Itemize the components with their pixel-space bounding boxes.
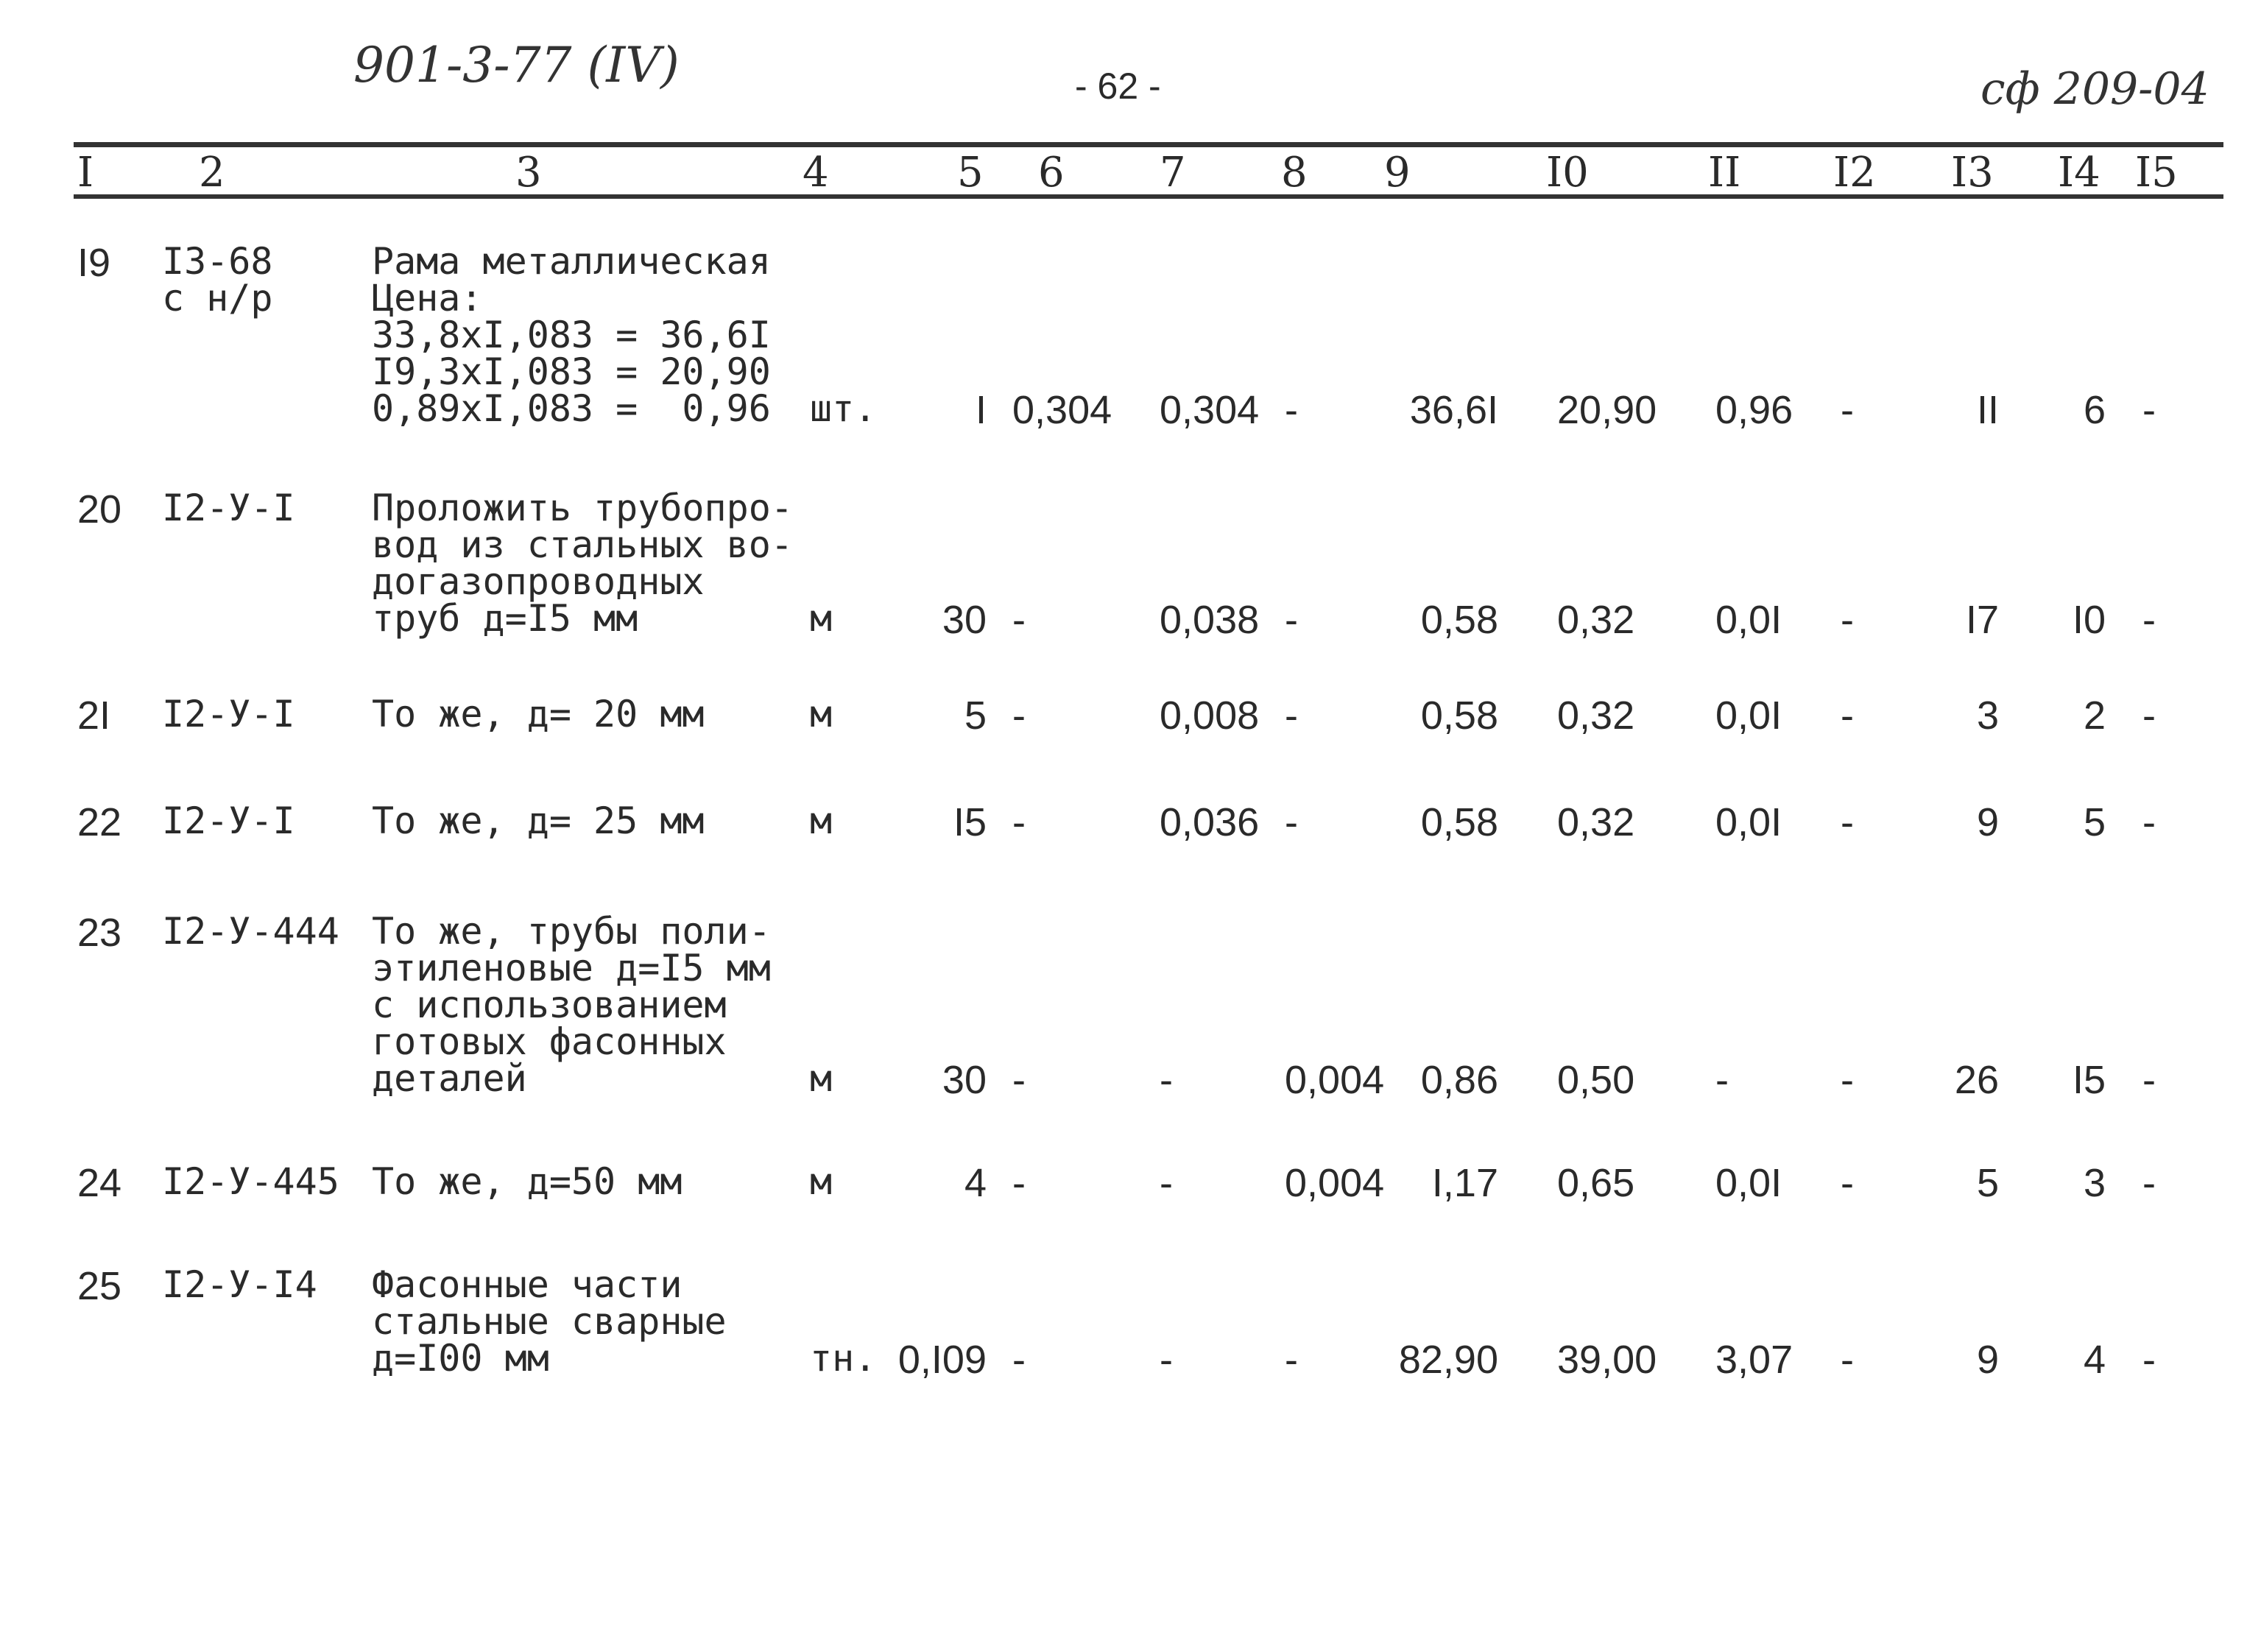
cell-c7: - [1160, 1058, 1173, 1102]
cell-c7: 0,008 [1160, 693, 1260, 738]
cell-n: 2I [77, 693, 111, 738]
cell-desc: То же, д= 25 мм [372, 799, 705, 842]
cell-unit: м [810, 1057, 833, 1100]
cell-c15: - [2142, 1338, 2156, 1382]
cell-c15: - [2142, 693, 2156, 738]
cell-c10: 0,50 [1557, 1058, 1635, 1102]
cell-c6: - [1012, 1058, 1026, 1102]
cell-c14: 6 [2083, 388, 2106, 432]
cell-c11: 0,0I [1715, 693, 1782, 738]
cell-c8: 0,004 [1285, 1161, 1385, 1205]
cell-c10: 0,32 [1557, 693, 1635, 738]
cell-code: I2-У-I [162, 799, 295, 842]
cell-n: 24 [77, 1161, 122, 1205]
cell-c7: - [1160, 1161, 1173, 1205]
cell-unit: м [810, 693, 833, 735]
cell-c13: 9 [1976, 800, 1999, 844]
cell-c10: 0,32 [1557, 800, 1635, 844]
column-number: I2 [1833, 149, 1876, 197]
cell-c14: 2 [2083, 693, 2106, 738]
cell-c10: 0,65 [1557, 1161, 1635, 1205]
cell-c11: - [1715, 1058, 1729, 1102]
cell-desc: Рама металлическая Цена: 33,8xI,083 = 36,6I I9,3xI,083 = 20,90 0,89xI,083 = 0,96 [372, 240, 771, 430]
column-number: 4 [803, 149, 829, 197]
cell-c11: 3,07 [1715, 1338, 1793, 1382]
page-number: - 62 - [1075, 66, 1161, 107]
cell-qty: 0,I09 [897, 1338, 987, 1382]
column-number: I [77, 149, 94, 197]
header-bottom-rule [74, 194, 2223, 199]
cell-c12: - [1841, 1338, 1854, 1382]
sheet-code: сф 209-04 [1980, 63, 2209, 115]
cell-qty: 5 [964, 693, 987, 738]
cell-c14: 3 [2083, 1161, 2106, 1205]
cell-code: I2-У-I [162, 487, 295, 529]
cell-c15: - [2142, 1161, 2156, 1205]
cell-c6: 0,304 [1012, 388, 1112, 432]
cell-n: 25 [77, 1264, 122, 1308]
cell-c9: I,17 [1431, 1161, 1498, 1205]
cell-c14: 5 [2083, 800, 2106, 844]
cell-c12: - [1841, 1058, 1854, 1102]
cell-unit: м [810, 799, 833, 842]
cell-qty: 30 [942, 1058, 987, 1102]
cell-c6: - [1012, 1161, 1026, 1205]
cell-c9: 0,58 [1420, 598, 1498, 642]
cell-code: I2-У-445 [162, 1160, 339, 1203]
column-number: I4 [2058, 149, 2100, 197]
cell-c14: 4 [2083, 1338, 2106, 1382]
cell-desc: То же, трубы поли- этиленовые д=I5 мм с использованием готовых фасонных деталей [372, 910, 771, 1100]
cell-c13: 26 [1954, 1058, 1999, 1102]
cell-c9: 0,58 [1420, 693, 1498, 738]
cell-c13: 5 [1976, 1161, 1999, 1205]
cell-c8: 0,004 [1285, 1058, 1385, 1102]
cell-desc: Фасонные части стальные сварные д=I00 мм [372, 1263, 727, 1380]
cell-c9: 0,58 [1420, 800, 1498, 844]
cell-c13: 3 [1976, 693, 1999, 738]
cell-c6: - [1012, 693, 1026, 738]
cell-c12: - [1841, 1161, 1854, 1205]
cell-c6: - [1012, 598, 1026, 642]
cell-c9: 0,86 [1420, 1058, 1498, 1102]
cell-c10: 20,90 [1557, 388, 1657, 432]
cell-n: 23 [77, 911, 122, 955]
cell-code: I2-У-444 [162, 910, 339, 953]
column-number: 6 [1038, 149, 1065, 197]
cell-c11: 0,0I [1715, 598, 1782, 642]
cell-c6: - [1012, 1338, 1026, 1382]
cell-c10: 39,00 [1557, 1338, 1657, 1382]
cell-c8: - [1285, 388, 1298, 432]
column-number: 9 [1384, 149, 1411, 197]
cell-unit: м [810, 1160, 833, 1203]
column-number: 2 [199, 149, 225, 197]
document-code: 901-3-77 (IV) [353, 37, 680, 93]
column-number: 3 [515, 149, 542, 197]
cell-c11: 0,96 [1715, 388, 1793, 432]
cell-c8: - [1285, 693, 1298, 738]
cell-c12: - [1841, 800, 1854, 844]
cell-c14: I5 [2072, 1058, 2106, 1102]
cell-c9: 36,6I [1409, 388, 1498, 432]
cell-unit: м [810, 597, 833, 640]
cell-n: 22 [77, 800, 122, 844]
column-number: 7 [1160, 149, 1186, 197]
cell-code: I2-У-I [162, 693, 295, 735]
cell-code: I2-У-I4 [162, 1263, 317, 1306]
cell-c11: 0,0I [1715, 800, 1782, 844]
cell-c12: - [1841, 598, 1854, 642]
column-number: 8 [1281, 149, 1308, 197]
cell-c15: - [2142, 800, 2156, 844]
column-number: 5 [957, 149, 984, 197]
cell-desc: То же, д= 20 мм [372, 693, 705, 735]
cell-desc: Проложить трубопро- вод из стальных во- догазопроводных труб д=I5 мм [372, 487, 793, 640]
cell-c13: 9 [1976, 1338, 1999, 1382]
column-number: II [1708, 149, 1741, 197]
cell-n: 20 [77, 487, 122, 532]
cell-unit: тн. [810, 1337, 877, 1380]
cell-c8: - [1285, 598, 1298, 642]
cell-c9: 82,90 [1398, 1338, 1498, 1382]
cell-c8: - [1285, 1338, 1298, 1382]
column-number: I3 [1951, 149, 1994, 197]
cell-c12: - [1841, 388, 1854, 432]
cell-c13: II [1976, 388, 1999, 432]
cell-n: I9 [77, 241, 111, 285]
cell-c15: - [2142, 598, 2156, 642]
cell-c12: - [1841, 693, 1854, 738]
cell-c11: 0,0I [1715, 1161, 1782, 1205]
cell-qty: 4 [964, 1161, 987, 1205]
cell-unit: шт. [810, 387, 877, 430]
cell-c14: I0 [2072, 598, 2106, 642]
table-top-rule [74, 142, 2223, 147]
column-number: I0 [1546, 149, 1589, 197]
cell-code: I3-68 с н/р [162, 240, 273, 320]
cell-c7: 0,038 [1160, 598, 1260, 642]
column-number: I5 [2135, 149, 2178, 197]
cell-qty: I [975, 388, 987, 432]
cell-qty: I5 [953, 800, 987, 844]
cell-c10: 0,32 [1557, 598, 1635, 642]
cell-c15: - [2142, 1058, 2156, 1102]
cell-c7: 0,036 [1160, 800, 1260, 844]
cell-desc: То же, д=50 мм [372, 1160, 682, 1203]
cell-c8: - [1285, 800, 1298, 844]
cell-c6: - [1012, 800, 1026, 844]
cell-c7: - [1160, 1338, 1173, 1382]
cell-c7: 0,304 [1160, 388, 1260, 432]
cell-c15: - [2142, 388, 2156, 432]
cell-c13: I7 [1965, 598, 1999, 642]
cell-qty: 30 [942, 598, 987, 642]
